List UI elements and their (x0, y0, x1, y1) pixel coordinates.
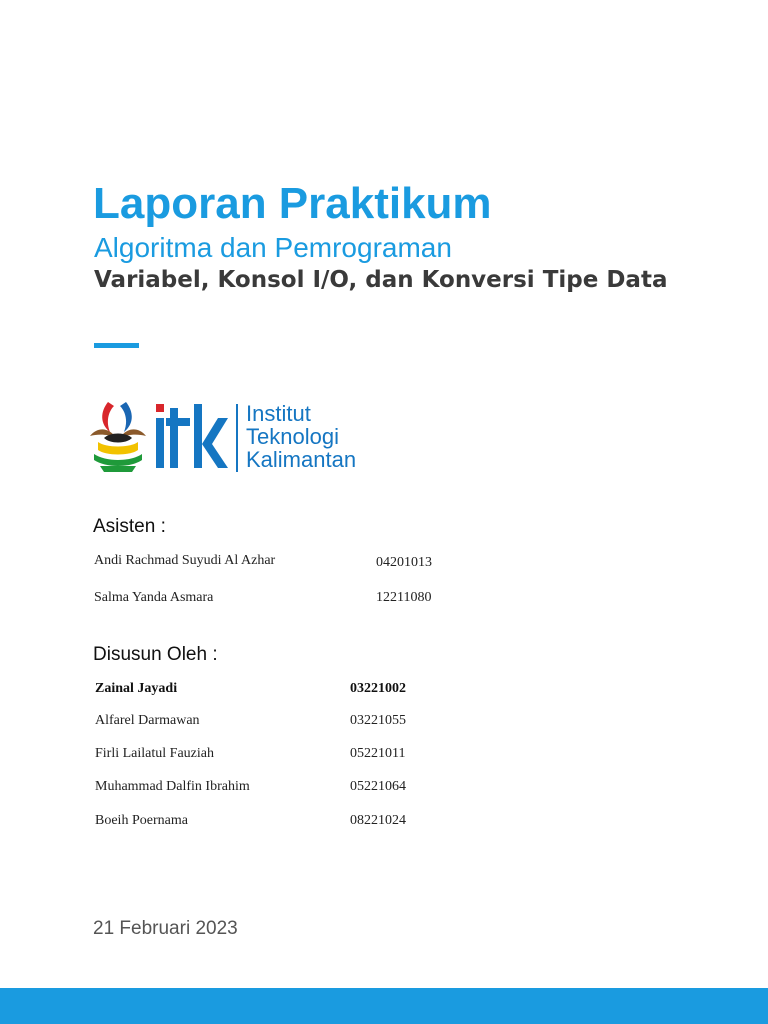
report-topic: Variabel, Konsol I/O, dan Konversi Tipe Data (94, 267, 668, 293)
penyusun-nim: 03221002 (350, 681, 406, 696)
penyusun-name: Boeih Poernama (95, 813, 188, 828)
asisten-name: Andi Rachmad Suyudi Al Azhar (94, 553, 276, 568)
penyusun-nim: 05221011 (350, 746, 406, 761)
penyusun-nim: 05221064 (350, 779, 406, 794)
penyusun-name: Firli Lailatul Fauziah (95, 746, 214, 761)
institution-name-line-2: Teknologi (246, 424, 339, 449)
asisten-heading: Asisten : (93, 516, 166, 537)
footer-bar (0, 988, 768, 1024)
institution-name (246, 402, 356, 471)
asisten-nim: 04201013 (376, 555, 432, 570)
penyusun-heading: Disusun Oleh : (93, 644, 218, 665)
institution-name-line-1: Institut (246, 401, 311, 426)
penyusun-name: Zainal Jayadi (95, 681, 178, 696)
accent-divider (94, 343, 139, 348)
itk-emblem-icon (86, 398, 150, 476)
course-subtitle: Algoritma dan Pemrograman (94, 232, 452, 263)
report-title: Laporan Praktikum (93, 179, 492, 228)
institution-name-line-3: Kalimantan (246, 447, 357, 472)
asisten-nim: 12211080 (376, 590, 432, 605)
asisten-name: Salma Yanda Asmara (94, 590, 214, 605)
penyusun-name: Alfarel Darmawan (95, 713, 200, 728)
institution-logo (86, 398, 366, 478)
penyusun-nim: 03221055 (350, 713, 406, 728)
penyusun-name: Muhammad Dalfin Ibrahim (95, 779, 250, 794)
penyusun-nim: 08221024 (350, 813, 406, 828)
report-date: 21 Februari 2023 (93, 918, 238, 939)
